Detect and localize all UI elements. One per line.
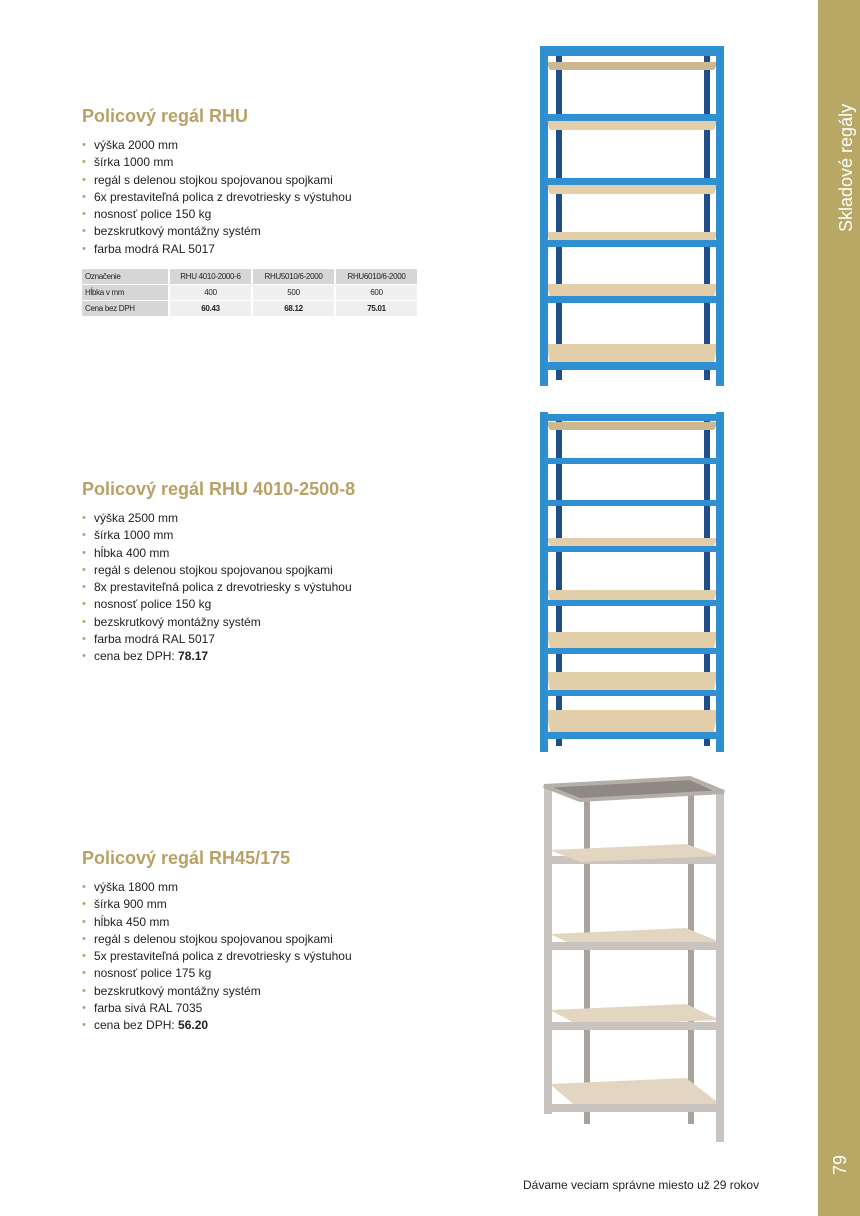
table-row xyxy=(82,301,417,316)
table-cell: Cena bez DPH xyxy=(82,301,168,316)
price-item xyxy=(82,1017,502,1034)
spec-item: • farba sivá RAL 7035 xyxy=(82,1000,502,1017)
product-section-rhu-2500 xyxy=(82,478,502,666)
price-item xyxy=(82,648,502,665)
price-label: cena bez DPH: xyxy=(94,649,179,664)
spec-item: • 8x prestaviteľná polica z drevotriesky s výstuhou xyxy=(82,579,502,596)
spec-item: • regál s delenou stojkou spojovanou spojkami xyxy=(82,931,502,948)
product-title: Policový regál RHU xyxy=(82,106,249,126)
footer-slogan: Dávame veciam správne miesto už 29 rokov xyxy=(523,1178,760,1192)
spec-item: • výška 1800 mm xyxy=(82,879,502,896)
product-title: Policový regál RHU 4010-2500-8 xyxy=(82,479,356,499)
price-table xyxy=(80,268,419,317)
table-header-row xyxy=(82,269,417,284)
spec-list xyxy=(82,879,502,1035)
spec-item: • výška 2000 mm xyxy=(82,137,502,154)
product-section-rhu xyxy=(82,105,502,317)
spec-item: • 5x prestaviteľná polica z drevotriesky s výstuhou xyxy=(82,948,502,965)
sidebar-title: Skladové regály xyxy=(836,103,856,232)
table-header-cell: Označenie xyxy=(82,269,168,284)
spec-item: • nosnosť police 150 kg xyxy=(82,206,502,223)
sidebar xyxy=(818,0,860,1216)
table-cell: 600 xyxy=(336,285,417,300)
price-value: 78.17 xyxy=(178,649,209,664)
spec-item: • regál s delenou stojkou spojovanou spojkami xyxy=(82,172,502,189)
spec-item: • hĺbka 450 mm xyxy=(82,914,502,931)
page-number: 79 xyxy=(830,1154,850,1176)
table-cell: 500 xyxy=(253,285,334,300)
spec-item: • regál s delenou stojkou spojovanou spojkami xyxy=(82,562,502,579)
spec-item: • nosnosť police 150 kg xyxy=(82,596,502,613)
price-value: 56.20 xyxy=(178,1018,209,1033)
spec-list xyxy=(82,510,502,666)
table-header-cell: RHU6010/6-2000 xyxy=(336,269,417,284)
table-cell: 400 xyxy=(170,285,251,300)
spec-item: • hĺbka 400 mm xyxy=(82,545,502,562)
spec-item: • šírka 900 mm xyxy=(82,896,502,913)
spec-item: • bezskrutkový montážny systém xyxy=(82,614,502,631)
table-row xyxy=(82,285,417,300)
spec-item: • nosnosť police 175 kg xyxy=(82,965,502,982)
blue-shelf-6-image xyxy=(536,44,728,392)
spec-list xyxy=(82,137,502,258)
spec-item: • výška 2500 mm xyxy=(82,510,502,527)
spec-item: • šírka 1000 mm xyxy=(82,527,502,544)
table-cell: 60.43 xyxy=(170,301,251,316)
blue-shelf-8-image xyxy=(536,410,728,755)
spec-item: • farba modrá RAL 5017 xyxy=(82,241,502,258)
spec-item: • farba modrá RAL 5017 xyxy=(82,631,502,648)
spec-item: • šírka 1000 mm xyxy=(82,154,502,171)
spec-item: • bezskrutkový montážny systém xyxy=(82,223,502,240)
table-cell: 68.12 xyxy=(253,301,334,316)
spec-item: • bezskrutkový montážny systém xyxy=(82,983,502,1000)
grey-shelf-5-image xyxy=(540,774,726,1146)
table-cell: 75.01 xyxy=(336,301,417,316)
table-header-cell: RHU 4010-2000-6 xyxy=(170,269,251,284)
table-cell: Hĺbka v mm xyxy=(82,285,168,300)
table-header-cell: RHU5010/6-2000 xyxy=(253,269,334,284)
product-section-rh45 xyxy=(82,847,502,1035)
price-label: cena bez DPH: xyxy=(94,1018,179,1033)
spec-item: • 6x prestaviteľná polica z drevotriesky s výstuhou xyxy=(82,189,502,206)
product-title: Policový regál RH45/175 xyxy=(82,848,291,868)
